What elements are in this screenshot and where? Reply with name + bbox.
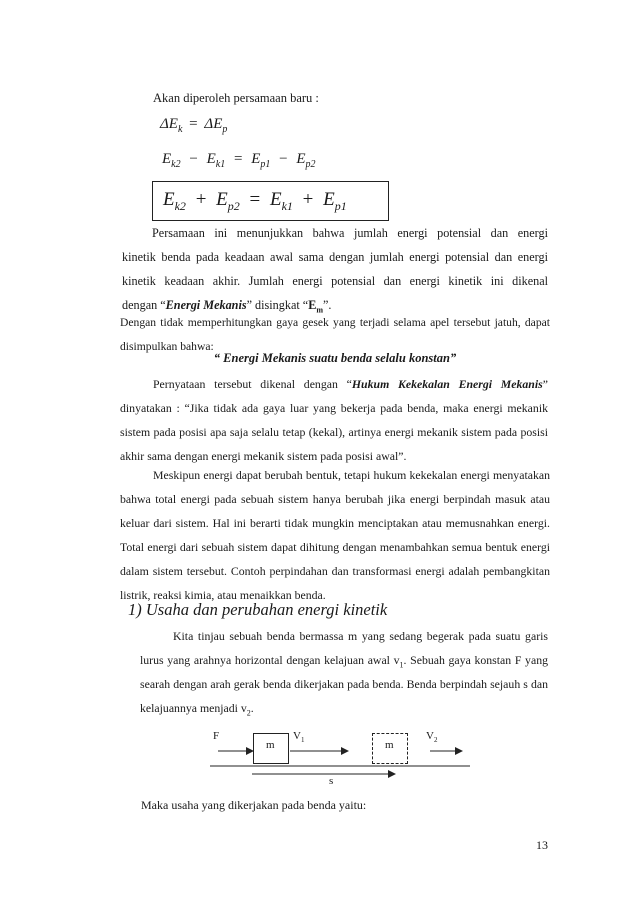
para5-line: searah dengan arah gerak benda dikerjakan pada benda. Benda berpindah sejauh s dan xyxy=(140,677,548,691)
para4-line: listrik, reaksi kimia, atau menaikkan benda. xyxy=(120,588,326,602)
mass-label-final: m xyxy=(385,739,394,751)
para3-line: akhir sama dengan energi mekanik sistem pada posisi awal”. xyxy=(120,449,407,463)
para4-line: Meskipun energi dapat berubah bentuk, tetapi hukum kekekalan energi menyatakan xyxy=(153,468,550,482)
paragraph-hukum-kekekalan xyxy=(120,372,548,468)
closing-text: Maka usaha yang dikerjakan pada benda yaitu: xyxy=(141,798,367,812)
force-label: F xyxy=(213,730,220,742)
eq1-rhs: ΔE xyxy=(204,116,223,132)
paragraph-usaha xyxy=(140,624,548,720)
motion-diagram xyxy=(200,728,480,788)
para1-line: kinetik benda pada keadaan awal sama dengan jumlah energi potensial dan energi xyxy=(122,250,548,264)
diagram-lines xyxy=(200,728,480,788)
velocity2-label: $V_2$ xyxy=(426,730,438,745)
para1-line: Persamaan ini menunjukkan bahwa jumlah energi potensial dan energi xyxy=(152,226,548,240)
para2-line: Dengan tidak memperhitungkan gaya gesek yang terjadi selama apel tersebut jatuh, dapat xyxy=(120,316,550,329)
para3-line: sistem pada posisi apa saja selalu tetap (kekal), artinya energi mekanik sistem pada posisi xyxy=(120,425,548,439)
paragraph-kekekalan-energi xyxy=(120,463,550,607)
para3-line: Pernyataan tersebut dikenal dengan “Hukum Kekekalan Energi Mekanis” xyxy=(153,377,548,391)
para5-line: lurus yang arahnya horizontal dengan kelajuan awal $v_1$. Sebuah gaya konstan F yang xyxy=(140,653,548,670)
displacement-label: s xyxy=(329,775,334,787)
para3-line: dinyatakan : “Jika tidak ada gaya luar yang bekerja pada benda, maka energi mekanik xyxy=(120,401,548,415)
statement-energi-mekanis-konstan: “ Energi Mekanis suatu benda selalu konstan” xyxy=(213,351,457,365)
para4-line: bahwa total energi pada sebuah sistem hanya berubah jika energi berpindah masuk atau xyxy=(120,492,550,506)
mass-label-initial: m xyxy=(266,739,275,751)
para4-line: dalam sistem tersebut. Contoh perpindahan dan transformasi energi adalah pembangkitan xyxy=(120,564,550,578)
eq1-lhs: ΔE xyxy=(160,116,178,132)
paragraph-energi-mekanis xyxy=(122,221,548,317)
para4-line: keluar dari sistem. Hal ini berarti tidak mungkin menciptakan atau memusnahkan energi. xyxy=(120,516,550,530)
para2-line: disimpulkan bahwa: xyxy=(120,340,214,353)
intro-text: Akan diperoleh persamaan baru : xyxy=(153,91,319,105)
equation-energy-difference: $E_{k2} - E_{k1} = E_{p1} - E_{p2}$ xyxy=(162,151,316,170)
velocity1-label: $V_1$ xyxy=(293,730,305,745)
para5-line: Kita tinjau sebuah benda bermassa m yang sedang begerak pada suatu garis xyxy=(173,629,548,643)
para1-line: dengan “Energi Mekanis” disingkat “$E_m$”. xyxy=(122,298,332,315)
equation-conservation-boxed: $E_{k2} + E_{p2} = E_{k1} + E_{p1}$ xyxy=(152,181,389,221)
para1-line: kinetik keadaan akhir. Jumlah energi potensial dan energi kinetik ini dikenal xyxy=(122,274,548,288)
section-heading: 1) Usaha dan perubahan energi kinetik xyxy=(128,600,388,619)
page-number: 13 xyxy=(536,838,548,852)
para4-line: Total energi dari sebuah sistem dapat dihitung dengan menambahkan semua bentuk energi xyxy=(120,540,550,554)
para5-line: kelajuannya menjadi $v_2$. xyxy=(140,701,254,718)
equation-delta-energy: $\Delta E_k = \Delta E_p$ xyxy=(160,116,228,135)
